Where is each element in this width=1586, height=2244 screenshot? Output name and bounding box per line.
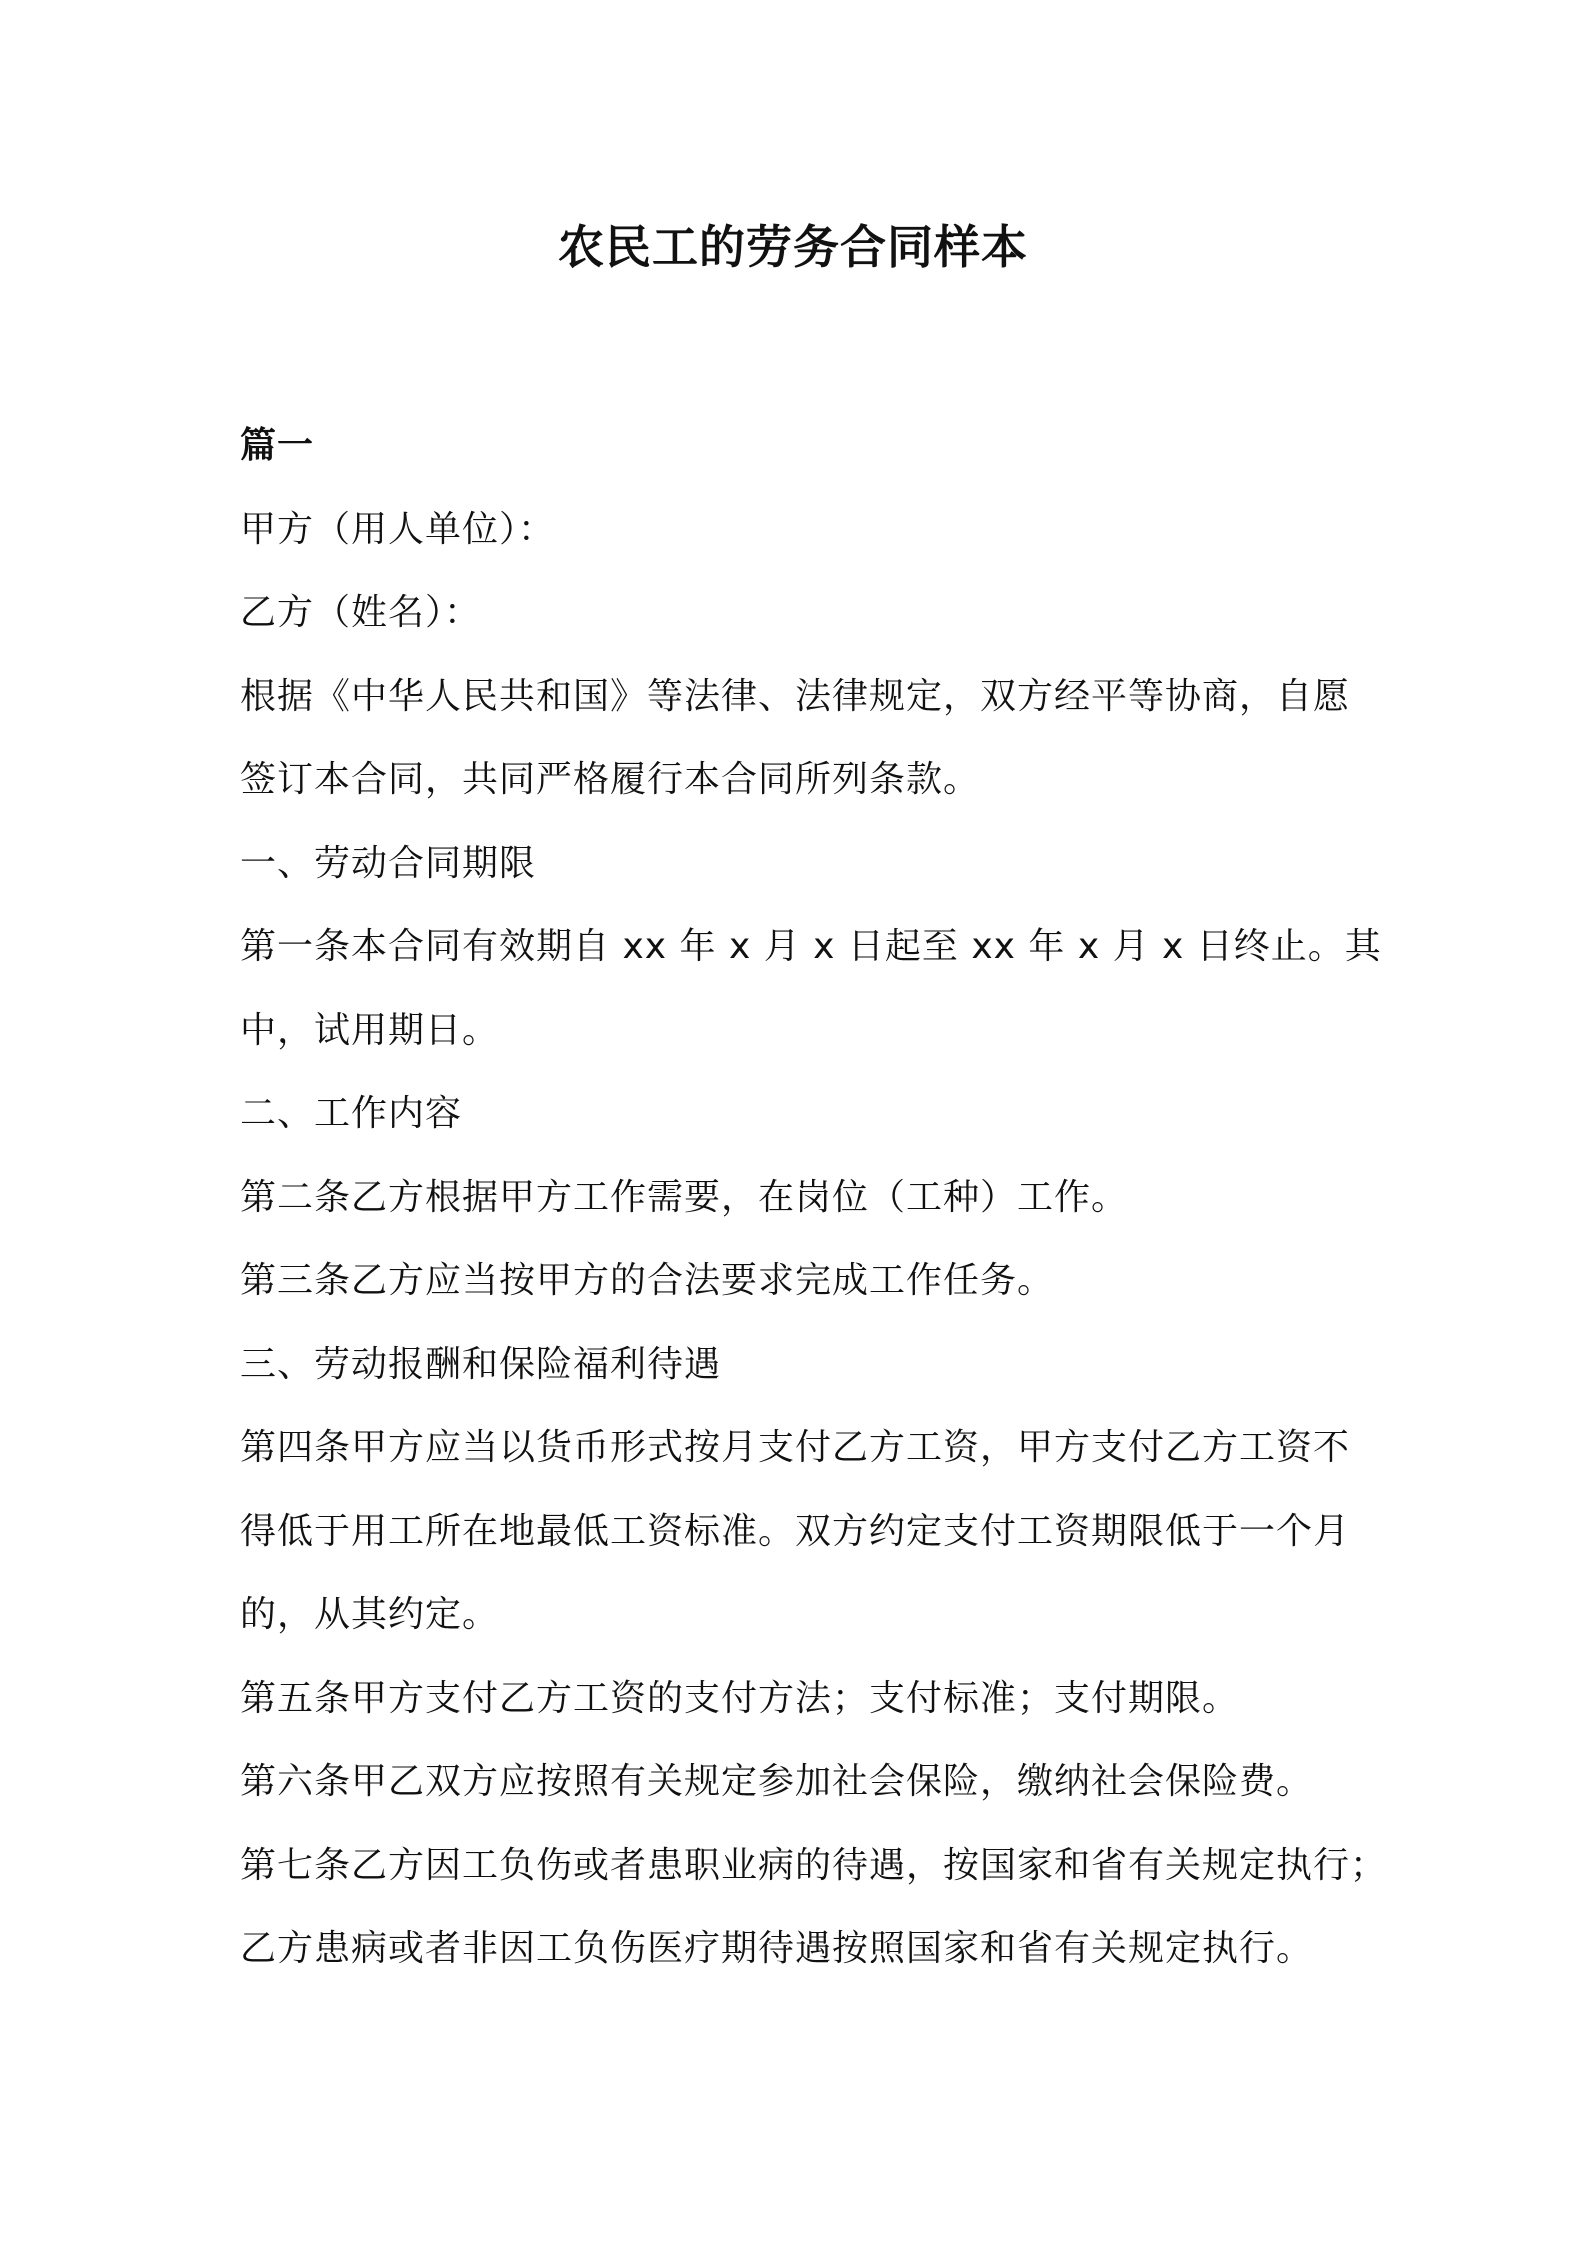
preamble-line-1: 根据《中华人民共和国》等法律、法律规定，双方经平等协商，自愿	[240, 675, 1351, 717]
party-b-line: 乙方（姓名）：	[240, 592, 482, 633]
article-1-line-2: 中，试用期日。	[240, 1009, 500, 1051]
party-a-line: 甲方（用人单位）：	[240, 508, 556, 550]
heading-work-content: 二、工作内容	[240, 1093, 463, 1134]
section-label: 篇一	[240, 425, 315, 466]
article-7-line-1: 第七条乙方因工负伤或者患职业病的待遇，按国家和省有关规定执行；	[240, 1844, 1388, 1886]
article-1-line-1: 第一条本合同有效期自 xx 年 x 月 x 日起至 xx 年 x 月 x 日终止。其	[240, 926, 1382, 967]
article-3-line: 第三条乙方应当按甲方的合法要求完成工作任务。	[240, 1260, 1055, 1301]
preamble-line-2: 签订本合同，共同严格履行本合同所列条款。	[240, 759, 981, 800]
article-2-line: 第二条乙方根据甲方工作需要，在岗位（工种）工作。	[240, 1176, 1129, 1218]
article-4-line-1: 第四条甲方应当以货币形式按月支付乙方工资，甲方支付乙方工资不	[240, 1427, 1351, 1468]
article-4-line-3: 的，从其约定。	[240, 1594, 500, 1635]
article-5-line: 第五条甲方支付乙方工资的支付方法；支付标准；支付期限。	[240, 1677, 1240, 1719]
heading-contract-term: 一、劳动合同期限	[240, 842, 537, 884]
heading-compensation: 三、劳动报酬和保险福利待遇	[240, 1343, 722, 1385]
article-6-line: 第六条甲乙双方应按照有关规定参加社会保险，缴纳社会保险费。	[240, 1761, 1314, 1802]
document-body	[240, 404, 1388, 1991]
document-title: 农民工的劳务合同样本	[558, 220, 1028, 274]
article-4-line-2: 得低于用工所在地最低工资标准。双方约定支付工资期限低于一个月	[240, 1510, 1351, 1552]
article-7-line-2: 乙方患病或者非因工负伤医疗期待遇按照国家和省有关规定执行。	[240, 1928, 1314, 1969]
